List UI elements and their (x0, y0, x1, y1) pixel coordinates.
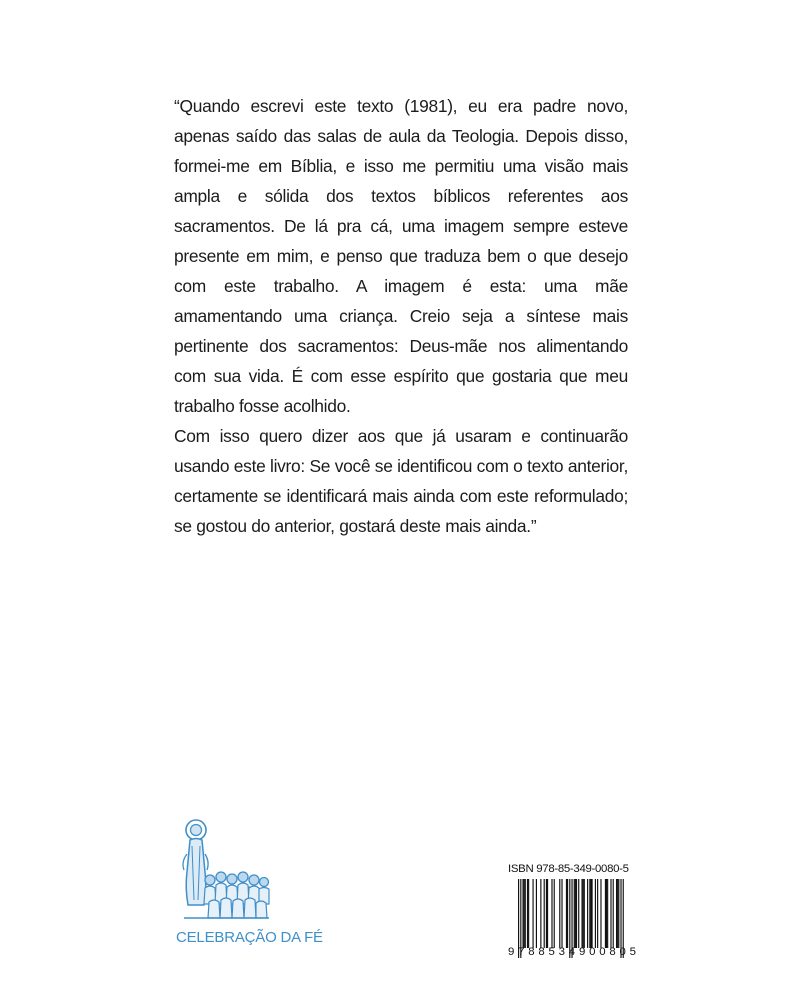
barcode-bar (587, 879, 588, 948)
barcode-bar (525, 879, 526, 948)
barcode-bar (547, 879, 548, 948)
barcode-bar (583, 879, 584, 948)
barcode-bar (581, 879, 582, 948)
barcode-bar (574, 879, 575, 948)
barcode-bar (613, 879, 614, 948)
barcode-bar (528, 879, 529, 948)
barcode-bar (607, 879, 608, 948)
barcode-bar (532, 879, 533, 948)
barcode-bar (540, 879, 541, 948)
quote-paragraph-2: Com isso quero dizer aos que já usaram e continuarão usando este livro: Se você se identificou com o texto anterior, certamente se identificará mais ainda com este reformulado; se gostou do anterior, gostará deste mais ainda.” (174, 426, 628, 536)
quote-text (174, 91, 628, 541)
barcode-bar (600, 879, 601, 948)
barcode-bar (554, 879, 555, 948)
barcode-bar (544, 879, 545, 948)
barcode-bar (551, 879, 552, 948)
barcode-bar (559, 879, 560, 948)
barcode-bar (561, 879, 562, 948)
barcode-bar (617, 879, 618, 948)
barcode-bar (616, 879, 617, 948)
barcode-bar (576, 879, 577, 948)
barcode-bar (589, 879, 590, 948)
barcode-bar (578, 879, 579, 948)
barcode-bar (536, 879, 537, 948)
barcode-bar (575, 879, 576, 948)
series-label: CELEBRAÇÃO DA FÉ (176, 929, 323, 946)
barcode-bar (590, 879, 591, 948)
quote-paragraph-1: “Quando escrevi este texto (1981), eu era padre novo, apenas saído das salas de aula da Teologia. Depois disso, formei-me em Bíblia, e isso me permitiu uma visão mais ampla e sólida dos textos bíblicos referentes aos sacramentos. De lá pra cá, uma imagem sempre esteve presente em mim, e penso que traduza bem o que desejo com este trabalho. A imagem é esta: uma mãe amamentando uma criança. Creio seja a síntese mais pertinente dos sacramentos: Deus-mãe nos alimentando com sua vida. É com esse espírito que gostaria que meu trabalho fosse acolhido. (174, 96, 628, 416)
barcode-bar (527, 879, 528, 948)
christ-with-people-logo (174, 810, 274, 930)
barcode-bar (597, 879, 598, 948)
barcode-digits: 9788534900805 (508, 946, 640, 958)
barcode-bar (591, 879, 592, 948)
barcode-bar (595, 879, 596, 948)
barcode-bar (566, 879, 567, 948)
isbn-barcode (508, 863, 640, 958)
barcode-bar (618, 879, 619, 948)
barcode-bar (567, 879, 568, 948)
isbn-label: ISBN 978-85-349-0080-5 (508, 863, 629, 875)
barcode-bar (522, 879, 523, 948)
barcode-bar (606, 879, 607, 948)
barcode-bar (605, 879, 606, 948)
barcode-bar (610, 879, 611, 948)
barcode-bar (584, 879, 585, 948)
barcode-bar (524, 879, 525, 948)
barcode-bar (546, 879, 547, 948)
